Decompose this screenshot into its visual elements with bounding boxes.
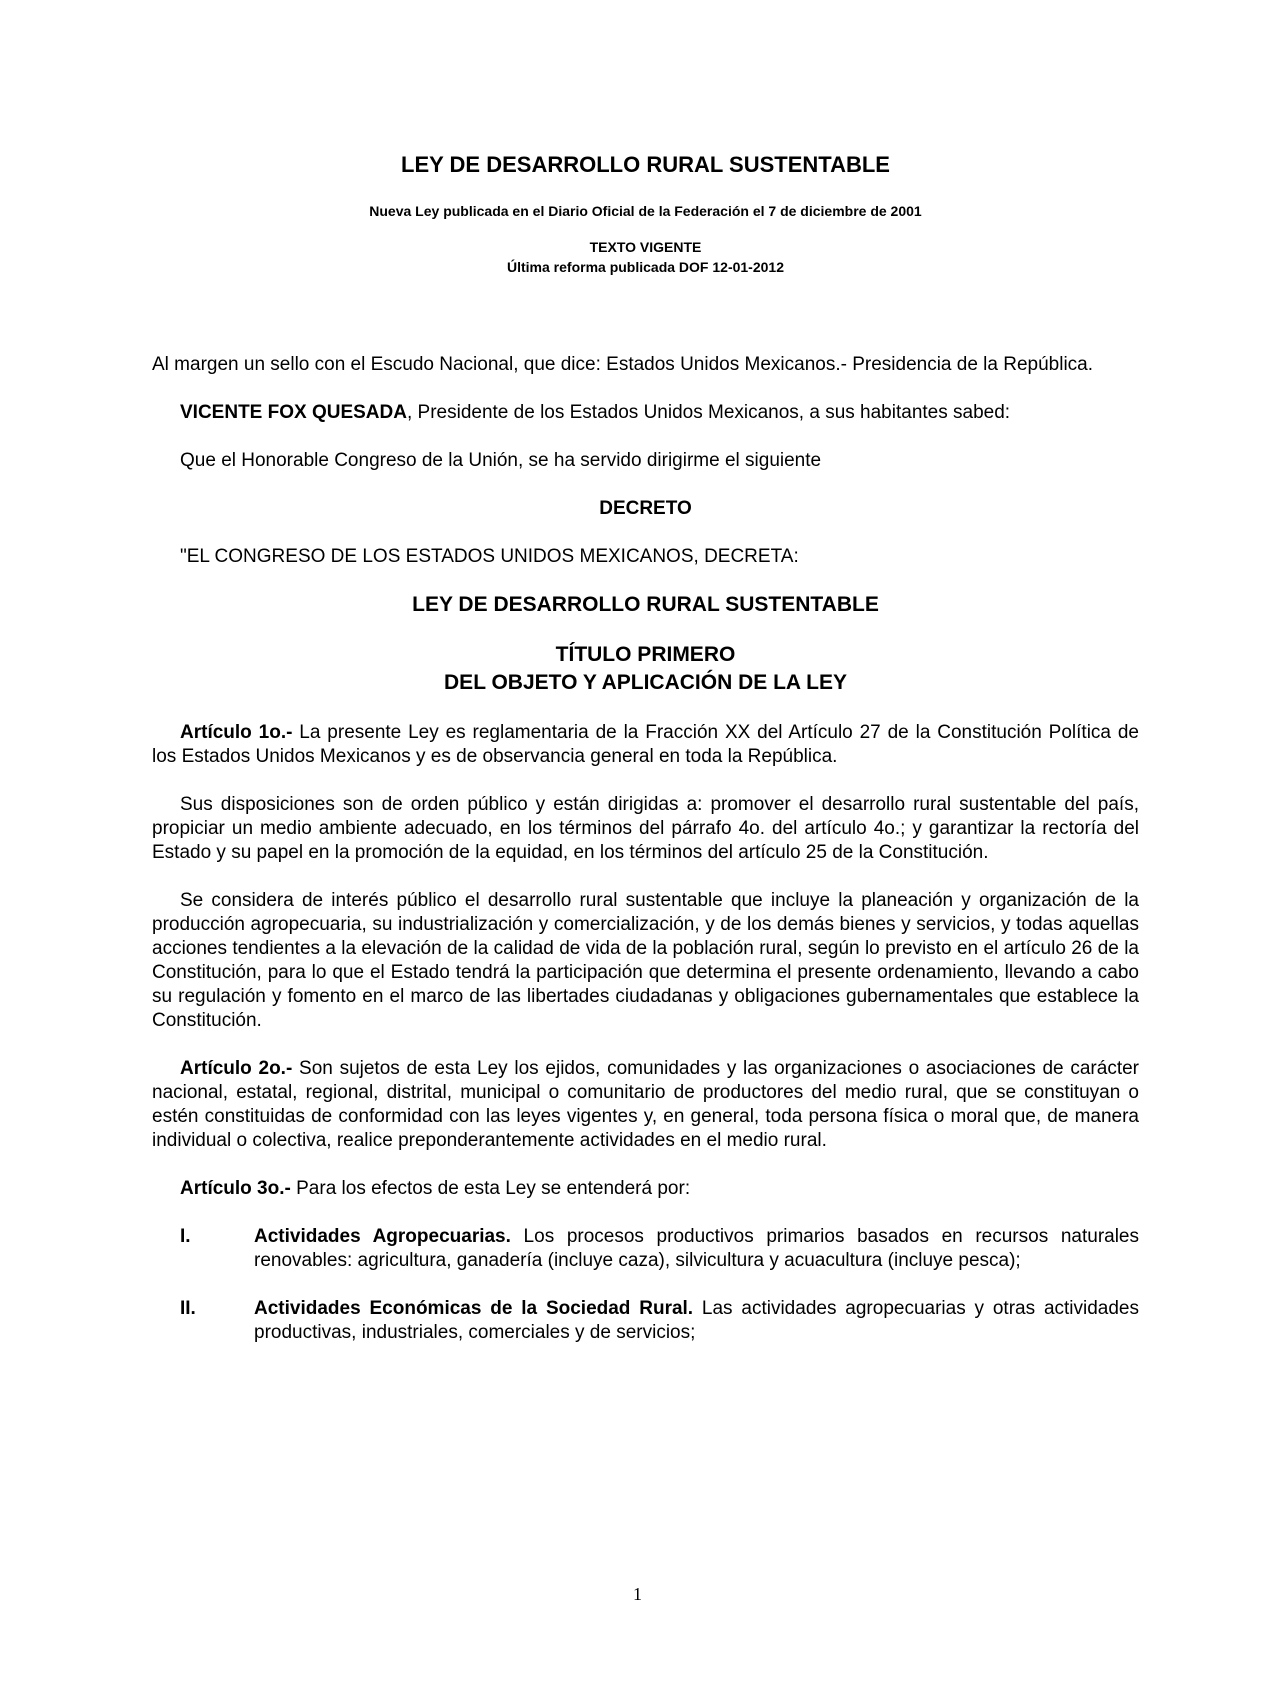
- decree-heading: DECRETO: [599, 498, 692, 519]
- definition-text: Las actividades agropecuarias y otras actividades productivas, industriales, comerciales y de servicios;: [254, 1298, 1139, 1343]
- article-1-text: La presente Ley es reglamentaria de la Fracción XX del Artículo 27 de la Constitución Política de los Estados Unidos Mexicanos y es de observancia general en toda la República.: [152, 722, 1139, 767]
- congress-paragraph: Que el Honorable Congreso de la Unión, se ha servido dirigirme el siguiente: [180, 450, 822, 471]
- article-1-paragraph-3: Se considera de interés público el desarrollo rural sustentable que incluye la planeación y organización de la producción agropecuaria, su industrialización y comercialización, y de los demás bienes y servicios, y todas aquellas acciones tendientes a la elevación de la calidad de vida de la población rural, según lo previsto en el artículo 26 de la Constitución, para lo que el Estado tendrá la participación que determina el presente ordenamiento, llevando a cabo su regulación y fomento en el marco de las libertades ciudadanas y obligaciones gubernamentales que establece la Constitución.: [152, 890, 1139, 1031]
- definition-term: Actividades Económicas de la Sociedad Rural.: [254, 1298, 694, 1319]
- decrees-paragraph: "EL CONGRESO DE LOS ESTADOS UNIDOS MEXICANOS, DECRETA:: [180, 546, 799, 567]
- definition-body: [254, 1297, 1139, 1345]
- title-line-1: TÍTULO PRIMERO: [555, 643, 736, 666]
- page-content: [152, 152, 1139, 1345]
- publication-note: Nueva Ley publicada en el Diario Oficial de la Federación el 7 de diciembre de 2001: [369, 203, 922, 219]
- definition-term: Actividades Agropecuarias.: [254, 1226, 511, 1247]
- article-3-text: Para los efectos de esta Ley se entenderá por:: [290, 1178, 691, 1199]
- page-number: 1: [633, 1584, 642, 1604]
- definition-item: [152, 1225, 1139, 1273]
- president-paragraph: [152, 401, 1139, 425]
- definition-number: I.: [180, 1226, 191, 1247]
- status-text: TEXTO VIGENTE: [589, 239, 702, 255]
- last-reform-text: Última reforma publicada DOF 12-01-2012: [507, 259, 784, 275]
- article-1-paragraph-2: Sus disposiciones son de orden público y están dirigidas a: promover el desarrollo rural sustentable del país, propiciar un medio ambiente adecuado, en los términos del párrafo 4o. del artículo 4o.; y garantizar la rectoría del Estado y su papel en la promoción de la equidad, en los términos del artículo 25 de la Constitución.: [152, 794, 1139, 863]
- article-2-text: Son sujetos de esta Ley los ejidos, comunidades y las organizaciones o asociaciones de carácter nacional, estatal, regional, distrital, municipal o comunitario de productores del medio rural, que se constituyan o estén constituidas de conformidad con las leyes vigentes y, en general, toda persona física o moral que, de manera individual o colectiva, realice preponderantemente actividades en el medio rural.: [152, 1058, 1139, 1151]
- title-section-heading: [152, 641, 1139, 697]
- article-1: [152, 721, 1139, 769]
- article-1-label: Artículo 1o.-: [180, 722, 293, 743]
- article-2-label: Artículo 2o.-: [180, 1058, 293, 1079]
- article-3-label: Artículo 3o.-: [180, 1178, 291, 1199]
- document-title: LEY DE DESARROLLO RURAL SUSTENTABLE: [401, 152, 890, 177]
- definition-number: II.: [180, 1298, 196, 1319]
- definition-body: [254, 1225, 1139, 1273]
- definition-text: Los procesos productivos primarios basados en recursos naturales renovables: agricultura, ganadería (incluye caza), silvicultura y acuacultura (incluye pesca);: [254, 1226, 1139, 1271]
- seal-paragraph: Al margen un sello con el Escudo Nacional, que dice: Estados Unidos Mexicanos.- Presidencia de la República.: [152, 354, 1094, 375]
- definition-item: [152, 1297, 1139, 1345]
- article-3: [152, 1177, 1139, 1201]
- title-line-2: DEL OBJETO Y APLICACIÓN DE LA LEY: [444, 671, 847, 694]
- status-block: [152, 237, 1139, 277]
- article-2: [152, 1057, 1139, 1153]
- president-text: , Presidente de los Estados Unidos Mexicanos, a sus habitantes sabed:: [406, 402, 1011, 423]
- president-name: VICENTE FOX QUESADA: [180, 402, 407, 423]
- law-title: LEY DE DESARROLLO RURAL SUSTENTABLE: [412, 593, 879, 616]
